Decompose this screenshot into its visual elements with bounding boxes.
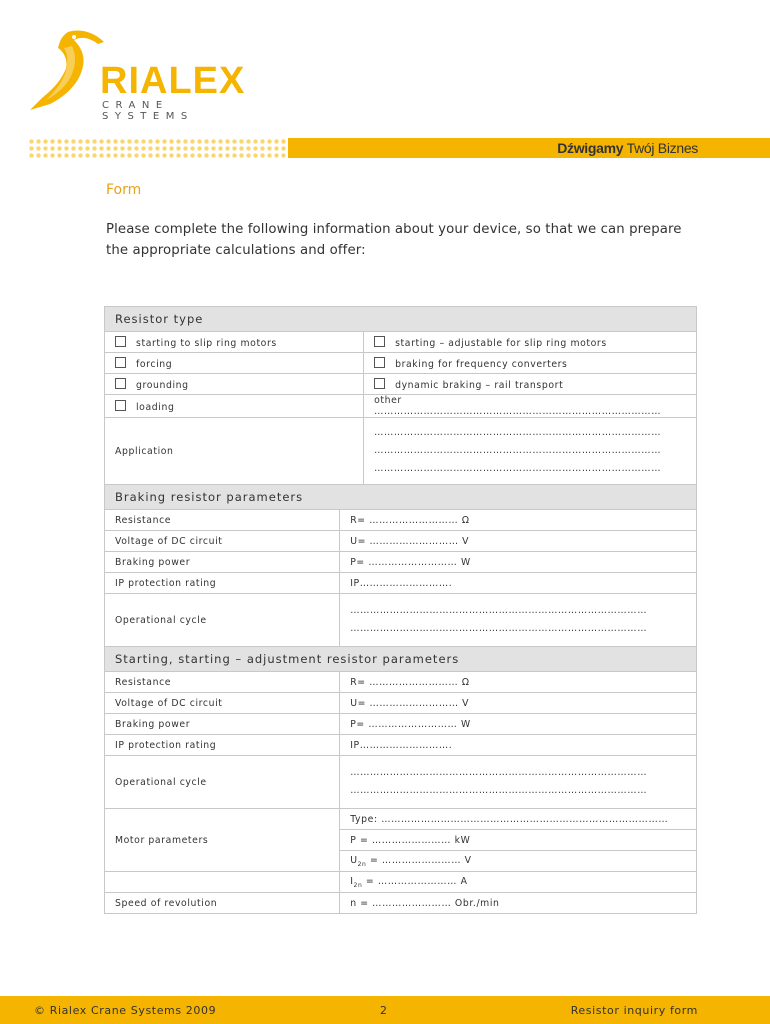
- slogan-text: [557, 140, 698, 156]
- braking-voltage-field[interactable]: U= ……………………… V: [340, 531, 697, 552]
- starting-power-label: Braking power: [105, 714, 340, 735]
- checkbox-loading[interactable]: loading: [105, 395, 364, 418]
- motor-parameters-label: Motor parameters: [105, 809, 340, 872]
- footer-page-number: 2: [380, 1004, 388, 1017]
- starting-ip-field[interactable]: IP……………………….: [340, 735, 697, 756]
- logo-subtitle: CRANE SYSTEMS: [102, 100, 194, 122]
- checkbox-icon[interactable]: [115, 400, 126, 411]
- braking-voltage-label: Voltage of DC circuit: [105, 531, 340, 552]
- slogan-rest: Twój Biznes: [623, 140, 698, 156]
- starting-power-field[interactable]: P= ……………………… W: [340, 714, 697, 735]
- braking-cycle-label: Operational cycle: [105, 594, 340, 647]
- starting-cycle-field[interactable]: ……………………………………………………………………………… ………………………………………………………………………………: [340, 756, 697, 809]
- starting-resistance-label: Resistance: [105, 672, 340, 693]
- checkbox-starting-slip-ring[interactable]: starting to slip ring motors: [105, 332, 364, 353]
- slogan-banner: [0, 138, 770, 158]
- motor-voltage-field[interactable]: $U_{2n}$ = …………………… V: [340, 851, 697, 872]
- braking-cycle-field[interactable]: ……………………………………………………………………………… ………………………………………………………………………………: [340, 594, 697, 647]
- braking-power-label: Braking power: [105, 552, 340, 573]
- braking-header: Braking resistor parameters: [105, 485, 697, 510]
- braking-resistance-label: Resistance: [105, 510, 340, 531]
- resistor-type-header: Resistor type: [105, 307, 697, 332]
- checkbox-braking-frequency[interactable]: braking for frequency converters: [364, 353, 697, 374]
- logo-wordmark: RIALEX: [100, 60, 246, 102]
- other-field[interactable]: other ……………………………………………………………………………: [364, 395, 697, 418]
- crane-bird-icon: [28, 26, 108, 114]
- braking-ip-field[interactable]: IP……………………….: [340, 573, 697, 594]
- form-heading: Form: [106, 182, 142, 198]
- starting-voltage-field[interactable]: U= ……………………… V: [340, 693, 697, 714]
- braking-power-field[interactable]: P= ……………………… W: [340, 552, 697, 573]
- footer-copyright: © Rialex Crane Systems 2009: [34, 1004, 217, 1017]
- braking-resistance-field[interactable]: R= ……………………… Ω: [340, 510, 697, 531]
- checkbox-forcing[interactable]: forcing: [105, 353, 364, 374]
- checkbox-icon[interactable]: [374, 378, 385, 389]
- motor-type-field[interactable]: Type: ……………………………………………………………………………: [340, 809, 697, 830]
- checkbox-starting-adjustable[interactable]: starting – adjustable for slip ring motors: [364, 332, 697, 353]
- checkbox-icon[interactable]: [115, 357, 126, 368]
- starting-voltage-label: Voltage of DC circuit: [105, 693, 340, 714]
- speed-field[interactable]: n = …………………… Obr./min: [340, 893, 697, 914]
- starting-cycle-label: Operational cycle: [105, 756, 340, 809]
- checkbox-dynamic-braking[interactable]: dynamic braking – rail transport: [364, 374, 697, 395]
- checkbox-grounding[interactable]: grounding: [105, 374, 364, 395]
- starting-header: Starting, starting – adjustment resistor parameters: [105, 647, 697, 672]
- checkbox-icon[interactable]: [374, 336, 385, 347]
- intro-text: Please complete the following information about your device, so that we can prepare the appropriate calculations and offer:: [106, 222, 682, 258]
- slogan-bold: Dźwigamy: [557, 140, 624, 156]
- footer-document-title: Resistor inquiry form: [570, 1004, 698, 1017]
- motor-blank-cell: [105, 872, 340, 893]
- starting-ip-label: IP protection rating: [105, 735, 340, 756]
- checkbox-icon[interactable]: [115, 336, 126, 347]
- starting-resistance-field[interactable]: R= ……………………… Ω: [340, 672, 697, 693]
- inquiry-form-table: [104, 306, 697, 914]
- application-field[interactable]: …………………………………………………………………………… …………………………………………………………………………… ……………………………………………………………………………: [364, 418, 697, 485]
- motor-current-field[interactable]: $I_{2n}$ = …………………… A: [340, 872, 697, 893]
- checkbox-icon[interactable]: [374, 357, 385, 368]
- motor-power-field[interactable]: P = …………………… kW: [340, 830, 697, 851]
- application-label: Application: [105, 418, 364, 485]
- dot-pattern: [28, 138, 288, 158]
- speed-label: Speed of revolution: [105, 893, 340, 914]
- page-footer: [0, 996, 770, 1024]
- braking-ip-label: IP protection rating: [105, 573, 340, 594]
- checkbox-icon[interactable]: [115, 378, 126, 389]
- rialex-logo: [28, 26, 258, 122]
